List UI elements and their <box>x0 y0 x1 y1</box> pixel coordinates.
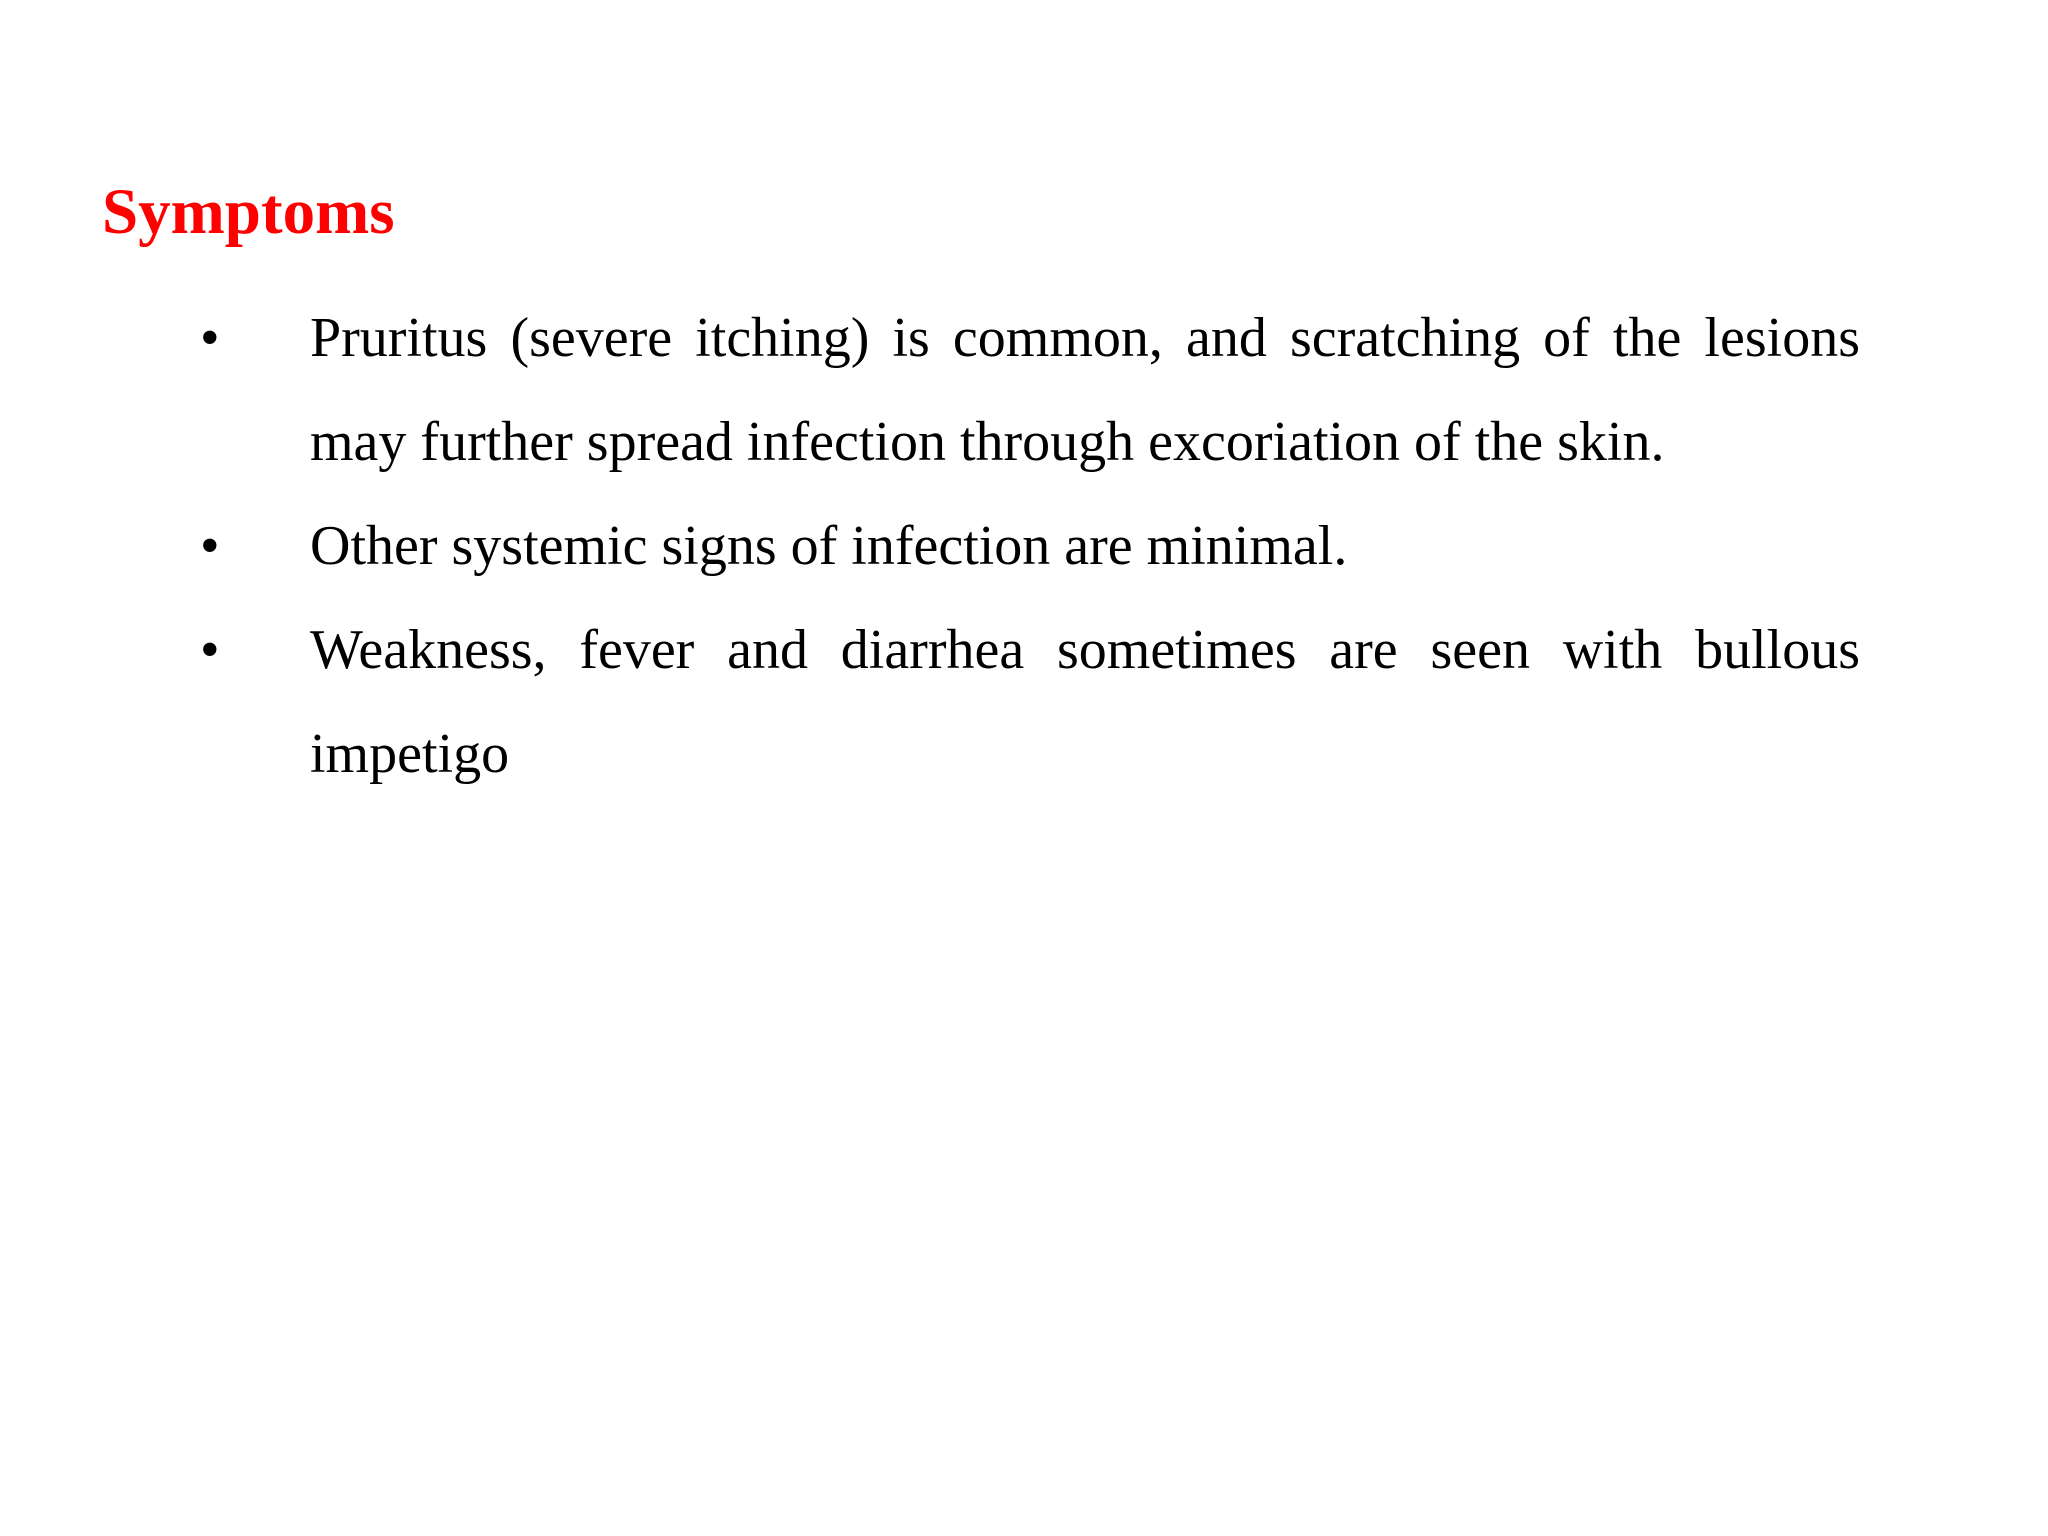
bullet-marker: • <box>200 307 220 369</box>
bullet-text: Weakness, fever and diarrhea sometimes are seen with bullous impetigo <box>310 619 1860 785</box>
bullet-marker: • <box>200 515 220 577</box>
bullet-item <box>0 494 2048 598</box>
bullet-marker: • <box>200 619 220 681</box>
bullet-item <box>0 286 2048 494</box>
slide-title: Symptoms <box>102 176 395 248</box>
bullet-item <box>0 598 2048 806</box>
bullet-text: Other systemic signs of infection are minimal. <box>310 515 1348 577</box>
bullet-list <box>0 286 2048 806</box>
bullet-text: Pruritus (severe itching) is common, and scratching of the lesions may further spread infection through excoriation of the skin. <box>310 307 1860 473</box>
